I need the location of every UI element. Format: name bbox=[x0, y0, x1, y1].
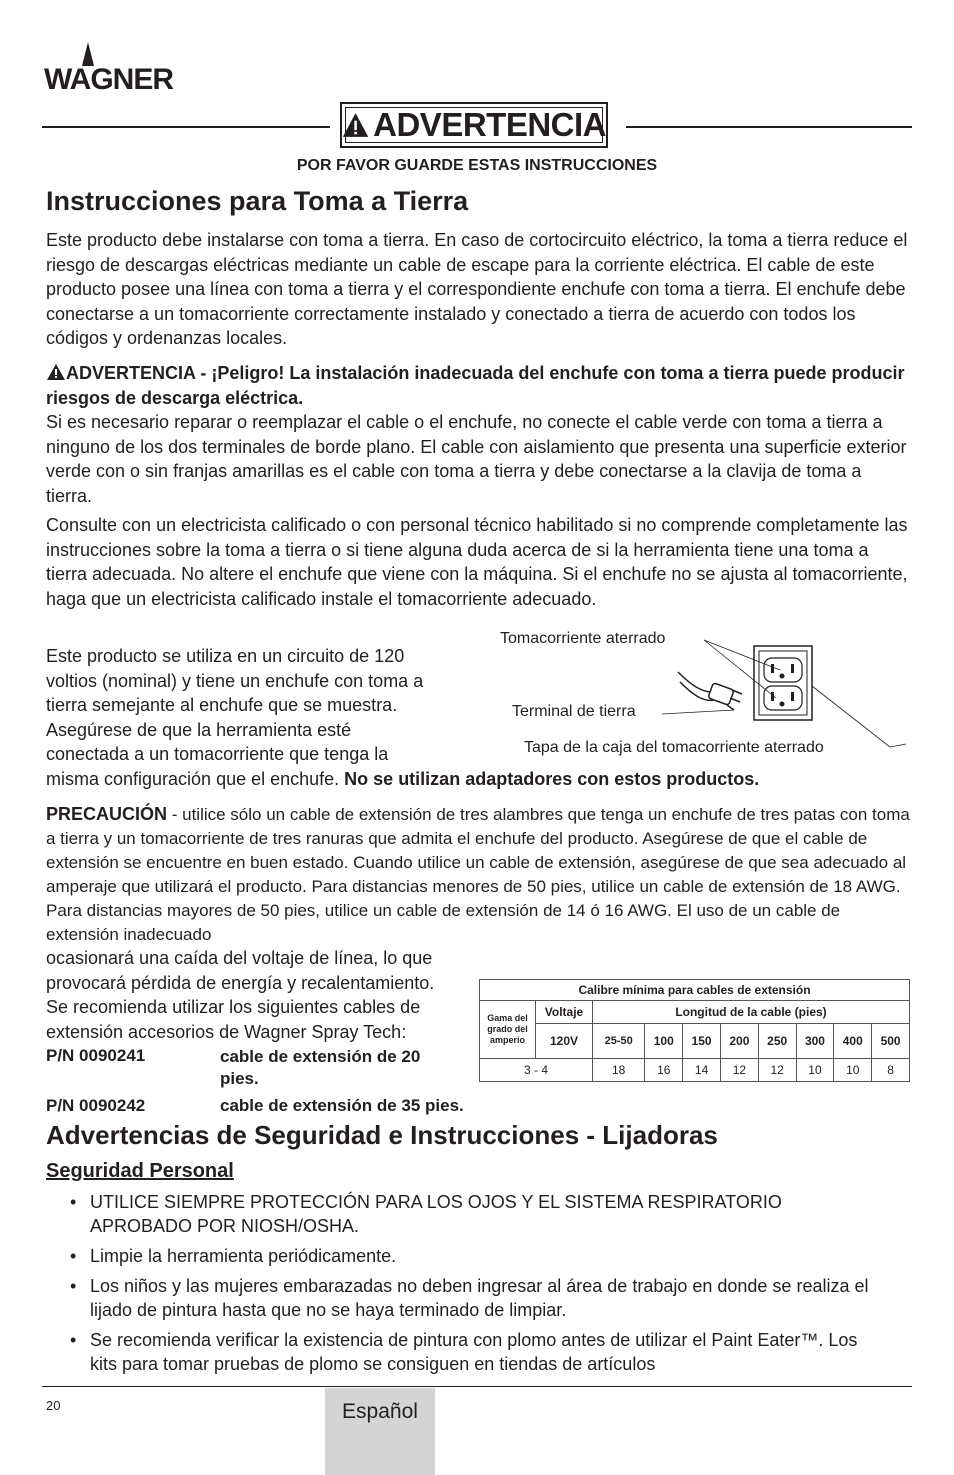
caution-side-text bbox=[46, 946, 476, 1044]
footer-rule bbox=[42, 1386, 912, 1387]
bullet-text: Se recomienda verificar la existencia de pintura con plomo antes de utilizar el Paint Eater™. Los kits para tomar pruebas de plomo se consiguen en tiendas de artículos bbox=[90, 1330, 858, 1374]
table-length-cell: 300 bbox=[796, 1024, 834, 1059]
table-length-cell: 400 bbox=[834, 1024, 872, 1059]
list-item: • Los niños y las mujeres embarazadas no deben ingresar al área de trabajo en donde se realiza el lijado de pintura hasta que no se haya terminado de limpiar. bbox=[70, 1276, 869, 1320]
bullet-text: UTILICE SIEMPRE PROTECCIÓN PARA LOS OJOS Y EL SISTEMA RESPIRATORIO APROBADO POR NIOSH/OSHA. bbox=[90, 1192, 782, 1236]
table-length-cell: 500 bbox=[872, 1024, 910, 1059]
language-label: Español bbox=[342, 1400, 418, 1423]
table-gauge-cell: 10 bbox=[834, 1059, 872, 1082]
warning-label: ADVERTENCIA - bbox=[66, 363, 212, 383]
grounding-warning bbox=[46, 361, 912, 410]
table-gauge-cell: 16 bbox=[645, 1059, 683, 1082]
circuit-line: tierra semejante al enchufe que se muestra. bbox=[46, 695, 398, 716]
table-gauge-cell: 12 bbox=[720, 1059, 758, 1082]
personal-safety-subtitle: Seguridad Personal bbox=[46, 1160, 234, 1182]
part-number-1: P/N 0090241 bbox=[46, 1046, 146, 1065]
wagner-logo bbox=[44, 40, 204, 92]
table-length-cell: 25-50 bbox=[593, 1024, 645, 1059]
label-ground-pin: Terminal de tierra bbox=[512, 703, 636, 720]
page-number: 20 bbox=[46, 1398, 61, 1413]
header-rule-left bbox=[42, 126, 330, 128]
label-grounded-outlet: Tomacorriente aterrado bbox=[500, 630, 666, 647]
part-desc-2: cable de extensión de 35 pies. bbox=[220, 1096, 464, 1115]
part-desc-1: cable de extensión de 20 pies. bbox=[220, 1047, 421, 1088]
warning-title: ADVERTENCIA bbox=[373, 106, 606, 143]
sanders-title: Advertencias de Seguridad e Instrucciones - Lijadoras bbox=[46, 1120, 718, 1150]
table-gauge-cell: 18 bbox=[593, 1059, 645, 1082]
grounding-intro: Este producto debe instalarse con toma a tierra. En caso de cortocircuito eléctrico, la toma a tierra reduce el riesgo de descargas eléctricas mediante un cable de escape para la corriente eléctrica. El cable de este producto posee una línea con toma a tierra y el correspondiente enchufe con toma a tierra. El enchufe debe conectarse a un tomacorriente correctamente instalado y conectado a tierra de acuerdo con todos los códigos y ordenanzas locales. bbox=[46, 230, 908, 349]
safety-bullet-list bbox=[46, 1190, 886, 1382]
list-item: • UTILICE SIEMPRE PROTECCIÓN PARA LOS OJOS Y EL SISTEMA RESPIRATORIO APROBADO POR NIOSH/OSHA. bbox=[70, 1192, 782, 1236]
table-length-cell: 200 bbox=[720, 1024, 758, 1059]
circuit-line: voltios (nominal) y tiene un enchufe con toma a bbox=[46, 670, 424, 691]
bullet-text: Los niños y las mujeres embarazadas no deben ingresar al área de trabajo en donde se realiza el lijado de pintura hasta que no se haya terminado de limpiar. bbox=[90, 1276, 869, 1320]
header-rule-right bbox=[626, 126, 912, 128]
language-tab bbox=[325, 1388, 435, 1475]
table-length-cell: 100 bbox=[645, 1024, 683, 1059]
circuit-last-text: misma configuración que el enchufe. bbox=[46, 769, 345, 789]
table-header-length: Longitud de la cable (pies) bbox=[593, 1001, 910, 1024]
caution-side-line: provocará pérdida de energía y recalentamiento. bbox=[46, 972, 435, 993]
table-voltage-value: 120V bbox=[536, 1024, 593, 1059]
consult-electrician-text: Consulte con un electricista calificado o con personal técnico habilitado si no comprende completamente las instrucciones sobre la toma a tierra o si tiene alguna duda acerca de si la herramienta tiene una toma a tierra adecuada. No altere el enchufe que viene con la máquina. Si el enchufe no se ajusta al tomacorriente, haga que un electricista calificado instale el tomacorriente adecuado. bbox=[46, 515, 908, 609]
circuit-line: Asegúrese de que la herramienta esté bbox=[46, 719, 352, 740]
outlet-plug-drawing bbox=[496, 626, 908, 766]
caution-side-line: ocasionará una caída del voltaje de línea, lo que bbox=[46, 948, 433, 968]
warning-banner-inner-border bbox=[345, 107, 603, 143]
circuit-text bbox=[46, 644, 496, 767]
table-gauge-cell: 12 bbox=[758, 1059, 796, 1082]
table-gauge-cell: 10 bbox=[796, 1059, 834, 1082]
outlet-diagram bbox=[496, 626, 908, 766]
caution-text bbox=[46, 802, 912, 947]
wagner-logo-mark bbox=[44, 40, 204, 92]
save-instructions-note: POR FAVOR GUARDE ESTAS INSTRUCCIONES bbox=[296, 157, 658, 174]
circuit-line: Este producto se utiliza en un circuito de 120 bbox=[46, 646, 405, 666]
caution-body: - utilice sólo un cable de extensión de tres alambres que tenga un enchufe de tres patas con toma a tierra y un tomacorriente de tres ranuras que admita el enchufe del producto. Asegúrese de que el cable de extensión se encuentre en buen estado. Cuando utilice un cable de extensión, asegúrese de que sea adecuado al amperaje que utilizará el producto. Para distancias menores de 50 pies, utilice un cable de extensión de 18 AWG. Para distancias mayores de 50 pies, utilice un cable de extensión de 14 ó 16 AWG. El uso de un cable de extensión inadecuado bbox=[46, 805, 910, 944]
circuit-line: conectada a un tomacorriente que tenga la bbox=[46, 744, 389, 765]
caution-label: PRECAUCIÓN bbox=[46, 804, 168, 824]
warning-banner bbox=[340, 102, 608, 148]
table-header-amp: Gama del grado del amperio bbox=[480, 1001, 536, 1059]
warning-detail-text: Si es necesario reparar o reemplazar el cable o el enchufe, no conecte el cable verde con toma a tierra a ninguno de los dos terminales de borde plano. El cable con aislamiento que presenta una superficie exterior verde con o sin franjas amarillas es el cable con toma a tierra y debe conectarse a la clavija de toma a tierra. bbox=[46, 412, 907, 506]
table-length-cell: 250 bbox=[758, 1024, 796, 1059]
circuit-last-line bbox=[46, 767, 912, 792]
extension-cord-table bbox=[479, 979, 910, 1082]
bullet-text: Limpie la herramienta periódicamente. bbox=[90, 1246, 397, 1266]
part-number-2: P/N 0090242 bbox=[46, 1096, 146, 1115]
table-gauge-cell: 14 bbox=[683, 1059, 721, 1082]
table-amp-range: 3 - 4 bbox=[480, 1059, 593, 1082]
caution-side-line: extensión accesorios de Wagner Spray Tech: bbox=[46, 1021, 407, 1042]
table-title: Calibre mínima para cables de extensión bbox=[480, 980, 910, 1001]
warning-triangle-small-icon bbox=[46, 363, 66, 381]
label-outlet-cover: Tapa de la caja del tomacorriente aterrado bbox=[524, 739, 824, 756]
table-length-cell: 150 bbox=[683, 1024, 721, 1059]
list-item: • Limpie la herramienta periódicamente. bbox=[70, 1246, 397, 1266]
svg-text:WAGNER: WAGNER bbox=[44, 63, 173, 92]
table-gauge-cell: 8 bbox=[872, 1059, 910, 1082]
caution-side-line: Se recomienda utilizar los siguientes cables de bbox=[46, 997, 421, 1018]
grounding-title: Instrucciones para Toma a Tierra bbox=[46, 186, 469, 216]
list-item: • Se recomienda verificar la existencia de pintura con plomo antes de utilizar el Paint Eater™. Los kits para tomar pruebas de plomo se consiguen en tiendas de artículos bbox=[70, 1330, 858, 1374]
table-header-voltage: Voltaje bbox=[536, 1001, 593, 1024]
no-adapters-text: No se utilizan adaptadores con estos productos. bbox=[344, 769, 760, 789]
warning-bold-text: ¡Peligro! La instalación inadecuada del enchufe con toma a tierra puede producir riesgos de descarga eléctrica. bbox=[46, 363, 905, 408]
